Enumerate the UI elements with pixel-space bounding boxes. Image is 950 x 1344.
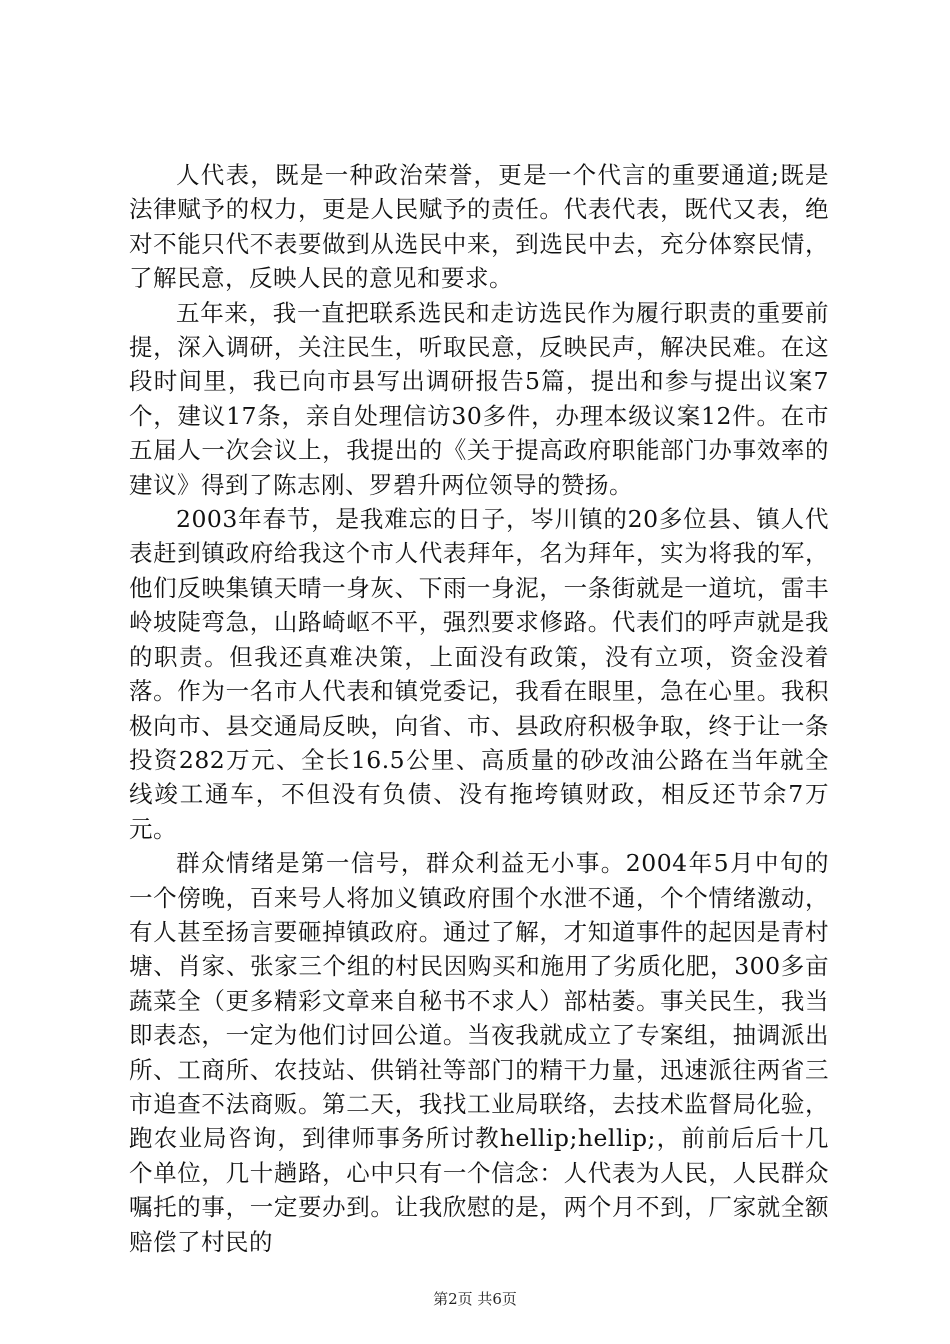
paragraph-4: 群众情绪是第一信号，群众利益无小事。2004年5月中旬的一个傍晚，百来号人将加义镇政府围个水泄不通，个个情绪激动，有人甚至扬言要砸掉镇政府。通过了解，才知道事件的起因是青村塘、肖家、张家三个组的村民因购买和施用了劣质化肥，300多亩蔬菜全（更多精彩文章来自秘书不求人）部枯萎。事关民生，我当即表态，一定为他们讨回公道。当夜我就成立了专案组，抽调派出所、工商所、农技站、供销社等部门的精干力量，迅速派往两省三市追查不法商贩。第二天，我找工业局联络，去技术监督局化验，跑农业局咨询，到律师事务所讨教hellip;hellip;，前前后后十几个单位，几十趟路，心中只有一个信念：人代表为人民，人民群众嘱托的事，一定要办到。让我欣慰的是，两个月不到，厂家就全额赔偿了村民的 — [129, 849, 829, 1256]
paragraph-1: 人代表，既是一种政治荣誉，更是一个代言的重要通道;既是法律赋予的权力，更是人民赋予的责任。代表代表，既代又表，绝对不能只代不表要做到从选民中来，到选民中去，充分体察民情，了解民意，反映人民的意见和要求。 — [129, 161, 829, 293]
paragraph-2: 五年来，我一直把联系选民和走访选民作为履行职责的重要前提，深入调研，关注民生，听取民意，反映民声，解决民难。在这段时间里，我已向市县写出调研报告5篇，提出和参与提出议案7个，建议17条，亲自处理信访30多件，办理本级议案12件。在市五届人一次会议上，我提出的《关于提高政府职能部门办事效率的建议》得到了陈志刚、罗碧升两位领导的赞扬。 — [129, 298, 829, 499]
paragraph-3: 2003年春节，是我难忘的日子，岑川镇的20多位县、镇人代表赶到镇政府给我这个市人代表拜年，名为拜年，实为将我的军，他们反映集镇天晴一身灰、下雨一身泥，一条街就是一道坑，雷丰岭坡陡弯急，山路崎岖不平，强烈要求修路。代表们的呼声就是我的职责。但我还真难决策，上面没有政策，没有立项，资金没着落。作为一名市人代表和镇党委记，我看在眼里，急在心里。我积极向市、县交通局反映，向省、市、县政府积极争取，终于让一条投资282万元、全长16.5公里、高质量的砂改油公路在当年就全线竣工通车，不但没有负债、没有拖垮镇财政，相反还节余7万元。 — [129, 505, 829, 843]
page-footer: 第2页 共6页 — [433, 1290, 517, 1308]
body-text — [129, 158, 829, 1259]
